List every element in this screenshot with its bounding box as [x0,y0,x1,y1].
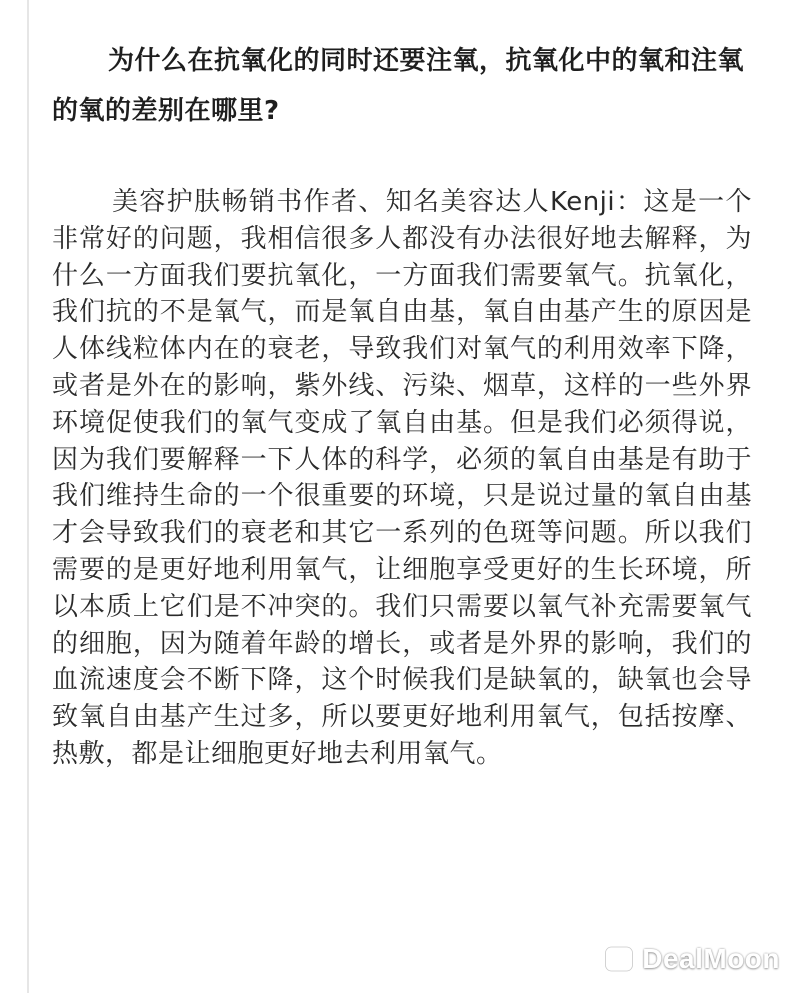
left-border [27,0,29,993]
dealmoon-watermark [604,943,780,975]
dealmoon-logo-icon [604,944,634,974]
watermark-text: DealMoon [642,943,780,974]
answer-paragraph: 美容护肤畅销书作者、知名美容达人Kenji：这是一个非常好的问题，我相信很多人都没有办法很好地去解释，为什么一方面我们要抗氧化，一方面我们需要氧气。抗氧化，我们抗的不是氧气，而是氧自由基，氧自由基产生的原因是人体线粒体内在的衰老，导致我们对氧气的利用效率下降，或者是外在的影响，紫外线、污染、烟草，这样的一些外界环境促使我们的氧气变成了氧自由基。但是我们必须得说，因为我们要解释一下人体的科学，必须的氧自由基是有助于我们维持生命的一个很重要的环境，只是说过量的氧自由基才会导致我们的衰老和其它一系列的色斑等问题。所以我们需要的是更好地利用氧气，让细胞享受更好的生长环境，所以本质上它们是不冲突的。我们只需要以氧气补充需要氧气的细胞，因为随着年龄的增长，或者是外界的影响，我们的血流速度会不断下降，这个时候我们是缺氧的，缺氧也会导致氧自由基产生过多，所以要更好地利用氧气，包括按摩、热敷，都是让细胞更好地去利用氧气。 [52,187,752,769]
article [52,36,752,773]
question-heading: 为什么在抗氧化的同时还要注氧，抗氧化中的氧和注氧的氧的差别在哪里? [52,46,745,126]
